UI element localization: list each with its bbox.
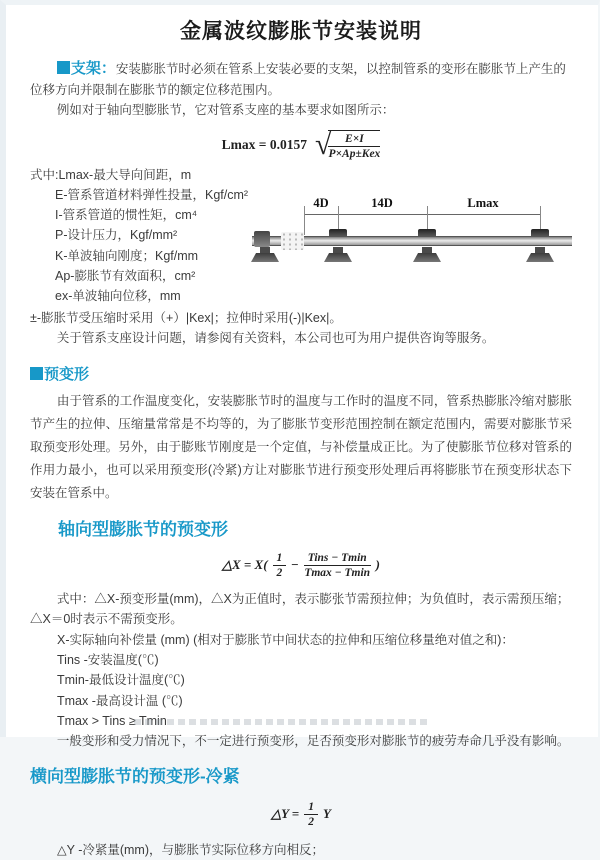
temp-numerator: Tins − Tmin [304, 552, 371, 566]
support-spacing-diagram [252, 196, 586, 276]
sqrt-radical-icon: √ [315, 127, 332, 161]
formula-prefix: △Y = [271, 806, 300, 822]
support-base [526, 253, 554, 262]
dim-label-lmax: Lmax [467, 196, 499, 210]
temp-definition-item: Tmax > Tins ≥ Tmin [57, 713, 167, 728]
formula-lhs: Lmax = 0.0157 [221, 136, 307, 152]
pipe-support [412, 228, 442, 258]
axial-explain-paragraph: 式中：△X-预变形量(mm)，△X为正值时，表示膨张节需预拉伸；为负值时，表示需预压缩；△X＝0时表示不需预变形。 [30, 591, 570, 627]
temp-definition-item: Tmin-最低设计温度(℃) [57, 673, 185, 688]
support-stem [333, 247, 343, 254]
dim-label-4d: 4D [313, 196, 329, 210]
support-base [251, 253, 279, 262]
formula-suffix: Y [322, 806, 331, 822]
bellows-section [281, 232, 304, 250]
support-stem [260, 247, 270, 254]
axial-note-line: 一般变形和受力情况下，不一定进行预变形，足否预变形对膨胀节的疲劳寿命几乎没有影响。 [56, 734, 570, 749]
definition-item: P-设计压力，Kgf/mm² [55, 228, 178, 243]
support-clamp [531, 229, 549, 236]
half-numerator: 1 [304, 801, 318, 815]
preform-paragraph: 由于管系的工作温度变化，安装膨胀节时的温度与工作时的温度不同，管系热膨胀冷缩对膨胀节产生的拉伸、压缩量常常是不均等的，为了膨胀节变形范围控制在额定范围内，需要对膨胀节采取预变形处理。另外，由于膨账节刚度是一个定值，与补偿量成正比。为了使膨胀节位移对管系的作用力最小，也可以采用预变形(冷紧)方让对膨胀节进行预变形处理后再将膨胀节在预变形状态下安装在管系中。 [30, 393, 572, 500]
definition-item: 式中:Lmax-最大导向间距，m [30, 167, 192, 182]
definition-item: ex-单波轴向位移，mm [55, 289, 181, 304]
lateral-subsection-heading: 横向型膨胀节的预变形-冷紧 [30, 766, 240, 786]
formula-prefix: △X = X( [221, 557, 268, 573]
guide-spacing-formula [30, 127, 572, 161]
dimension-tick [304, 206, 305, 235]
support-base [413, 253, 441, 262]
dimension-line [304, 214, 540, 215]
support-clamp [254, 231, 270, 247]
half-denominator: 2 [308, 815, 314, 828]
definition-item: E-管系管道材料弹性投量，Kgf/cm² [55, 187, 249, 202]
preform-heading-label: 预变形 [44, 365, 90, 383]
support-section-heading: 支架： [70, 60, 116, 77]
plusminus-note: ±-膨胀节受压缩时采用（+）|Kex|；拉伸时采用(-)|Kex|。 [30, 310, 342, 325]
x-definition-line: X-实际轴向补偿量 (mm) (相对于膨胀节中间状态的拉伸和压缩位移量绝对值之和)： [57, 632, 514, 647]
definition-item: K-单波轴向刚度；Kgf/mm [55, 248, 199, 263]
cutoff-text-sliver [134, 719, 430, 725]
support-intro-text: 安装膨胀节时必须在管系上安装必要的支架，以控制管系的变形在膨胀节上产生的位移方向并限制在膨胀节的额定位移范围内。 [30, 62, 566, 97]
temp-denominator: Tmax − Tmin [304, 566, 371, 579]
axial-preform-formula [30, 552, 572, 579]
definition-item: I-管系管道的惯性矩，cm⁴ [55, 208, 198, 223]
pipe-support [250, 228, 280, 258]
half-denominator: 2 [276, 566, 283, 579]
support-intro-paragraph [30, 59, 572, 100]
section-marker-icon [57, 61, 70, 74]
support-base [324, 253, 352, 262]
dim-label-14d: 14D [371, 196, 393, 210]
support-stem [535, 247, 545, 254]
definition-item: Ap-膨胀节有效面积，cm² [55, 268, 196, 283]
consult-note: 关于管系支座设计问题，请参阅有关资料，本公司也可为用户提供咨询等服务。 [56, 331, 495, 346]
lateral-note-line: △Y -冷紧量(mm)，与膨胀节实际位移方向相反； [57, 842, 325, 857]
minus-sign: − [291, 557, 299, 573]
support-stem [422, 247, 432, 254]
support-clamp [329, 229, 347, 236]
support-clamp [418, 229, 436, 236]
formula-denominator: P×Ap±Kex [328, 147, 381, 160]
lateral-preform-formula [30, 801, 572, 828]
formula-suffix: ) [375, 557, 381, 573]
formula-numerator: E×I [328, 133, 380, 147]
axial-subsection-heading: 轴向型膨胀节的预变形 [58, 519, 228, 539]
pipe-support [323, 228, 353, 258]
document-title: 金属波纹膨胀节安装说明 [180, 20, 422, 43]
pipe-support [525, 228, 555, 258]
preform-section-heading [30, 363, 572, 384]
section-marker-icon [30, 367, 43, 380]
temp-definition-item: Tmax -最高设计温 (℃) [57, 693, 183, 708]
support-example-line: 例如对于轴向型膨胀节，它对管系支座的基本要求如图所示： [56, 103, 395, 117]
half-numerator: 1 [273, 552, 287, 566]
temp-definition-item: Tins -安装温度(℃) [57, 653, 159, 668]
